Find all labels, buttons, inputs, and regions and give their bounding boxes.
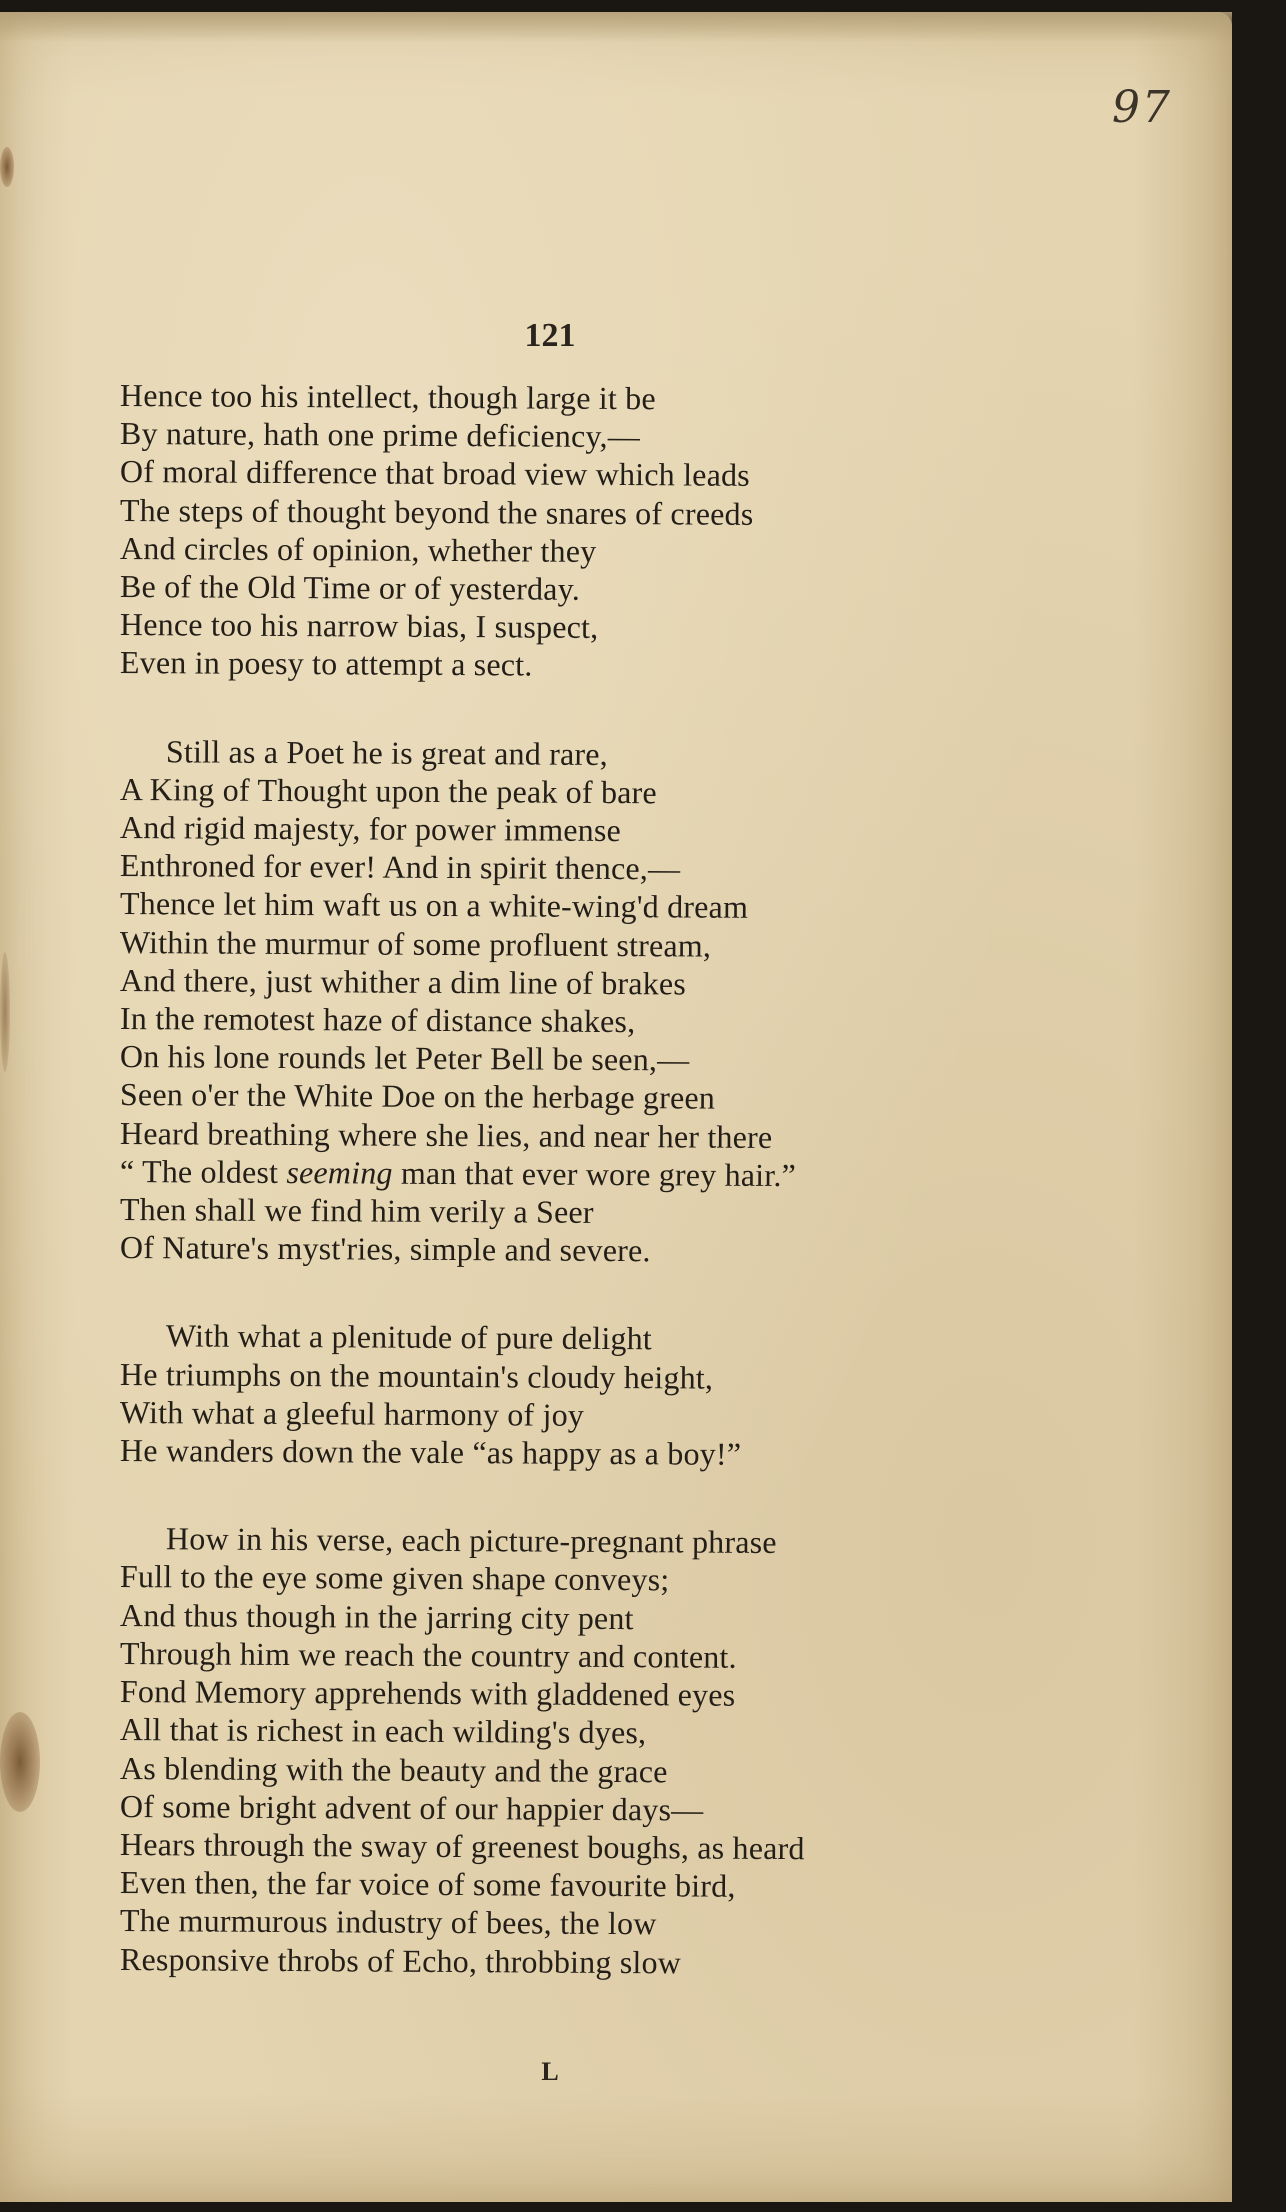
ink-stain	[0, 147, 14, 187]
poem-line: And there, just whither a dim line of brakes	[119, 961, 687, 1002]
poem-line: A King of Thought upon the peak of bare	[119, 770, 657, 811]
poem-line: Through him we reach the country and content.	[119, 1634, 737, 1675]
poem-line: As blending with the beauty and the grace	[119, 1749, 668, 1789]
signature-mark: L	[541, 2057, 559, 2086]
page-number: 121	[524, 317, 576, 354]
poem-line: Still as a Poet he is great and rare,	[165, 732, 609, 772]
poem-line: Even in poesy to attempt a sect.	[119, 644, 533, 683]
poem-line: Of some bright advent of our happier days—	[119, 1787, 704, 1828]
poem-line: Thence let him waft us on a white-wing'd dream	[119, 885, 749, 926]
stanza-2	[120, 732, 1120, 1267]
poem-line: Fond Memory apprehends with gladdened eyes	[119, 1673, 736, 1713]
poem-line: In the remotest haze of distance shakes,	[119, 1000, 636, 1040]
poem-line: And circles of opinion, whether they	[119, 529, 597, 569]
poem-line: Of moral difference that broad view which leads	[119, 453, 751, 494]
poem-line: Hence too his narrow bias, I suspect,	[119, 606, 599, 646]
poem-line: How in his verse, each picture-pregnant phrase	[165, 1520, 777, 1561]
poem-line: All that is richest in each wilding's dyes,	[119, 1711, 647, 1751]
stanza-4	[119, 1519, 1120, 1980]
poem-line: Of Nature's myst'ries, simple and severe.	[119, 1229, 651, 1269]
poem-line: And rigid majesty, for power immense	[119, 809, 622, 849]
poem-line: The steps of thought beyond the snares of creeds	[119, 491, 754, 532]
poem-line: Heard breathing where she lies, and near her there	[119, 1114, 773, 1155]
stanza-3	[119, 1316, 1120, 1472]
poem-line: Even then, the far voice of some favourite bird,	[119, 1864, 736, 1904]
poem-line: With what a plenitude of pure delight	[165, 1317, 653, 1357]
handwritten-folio-number: 97	[1112, 82, 1172, 133]
poem-line: Be of the Old Time or of yesterday.	[119, 568, 581, 607]
poem-line: The murmurous industry of bees, the low	[119, 1902, 657, 1942]
poem-line: Then shall we find him verily a Seer	[119, 1191, 594, 1230]
poem-line: Responsive throbs of Echo, throbbing slow	[119, 1940, 682, 1980]
poem-line: Full to the eye some given shape conveys;	[119, 1558, 670, 1598]
poem-line: And thus though in the jarring city pent	[119, 1596, 634, 1636]
ink-stain	[0, 1712, 40, 1812]
poem-line: With what a gleeful harmony of joy	[119, 1393, 585, 1433]
poem-line: By nature, hath one prime deficiency,—	[119, 415, 641, 455]
ink-stain	[0, 952, 10, 1072]
italic-word: seeming	[286, 1153, 393, 1191]
poem-line: Hence too his intellect, though large it be	[119, 377, 656, 417]
poem-line: On his lone rounds let Peter Bell be seen,—	[119, 1038, 690, 1078]
poem-line: Enthroned for ever! And in spirit thence,—	[119, 847, 681, 887]
poem-line: Within the murmur of some profluent stream,	[119, 923, 712, 964]
poem-line: “ The oldest seeming man that ever wore grey hair.”	[119, 1152, 797, 1193]
stanza-1	[120, 376, 1120, 682]
torn-top-edge	[0, 12, 1232, 42]
poem-line: Seen o'er the White Doe on the herbage green	[119, 1076, 716, 1117]
poem-line: Hears through the sway of greenest boughs, as heard	[119, 1825, 805, 1867]
poem-line: He wanders down the vale “as happy as a boy!”	[119, 1432, 742, 1472]
paper-page	[0, 12, 1232, 2202]
poem-body	[120, 376, 1120, 2028]
poem-line: He triumphs on the mountain's cloudy height,	[119, 1355, 714, 1396]
